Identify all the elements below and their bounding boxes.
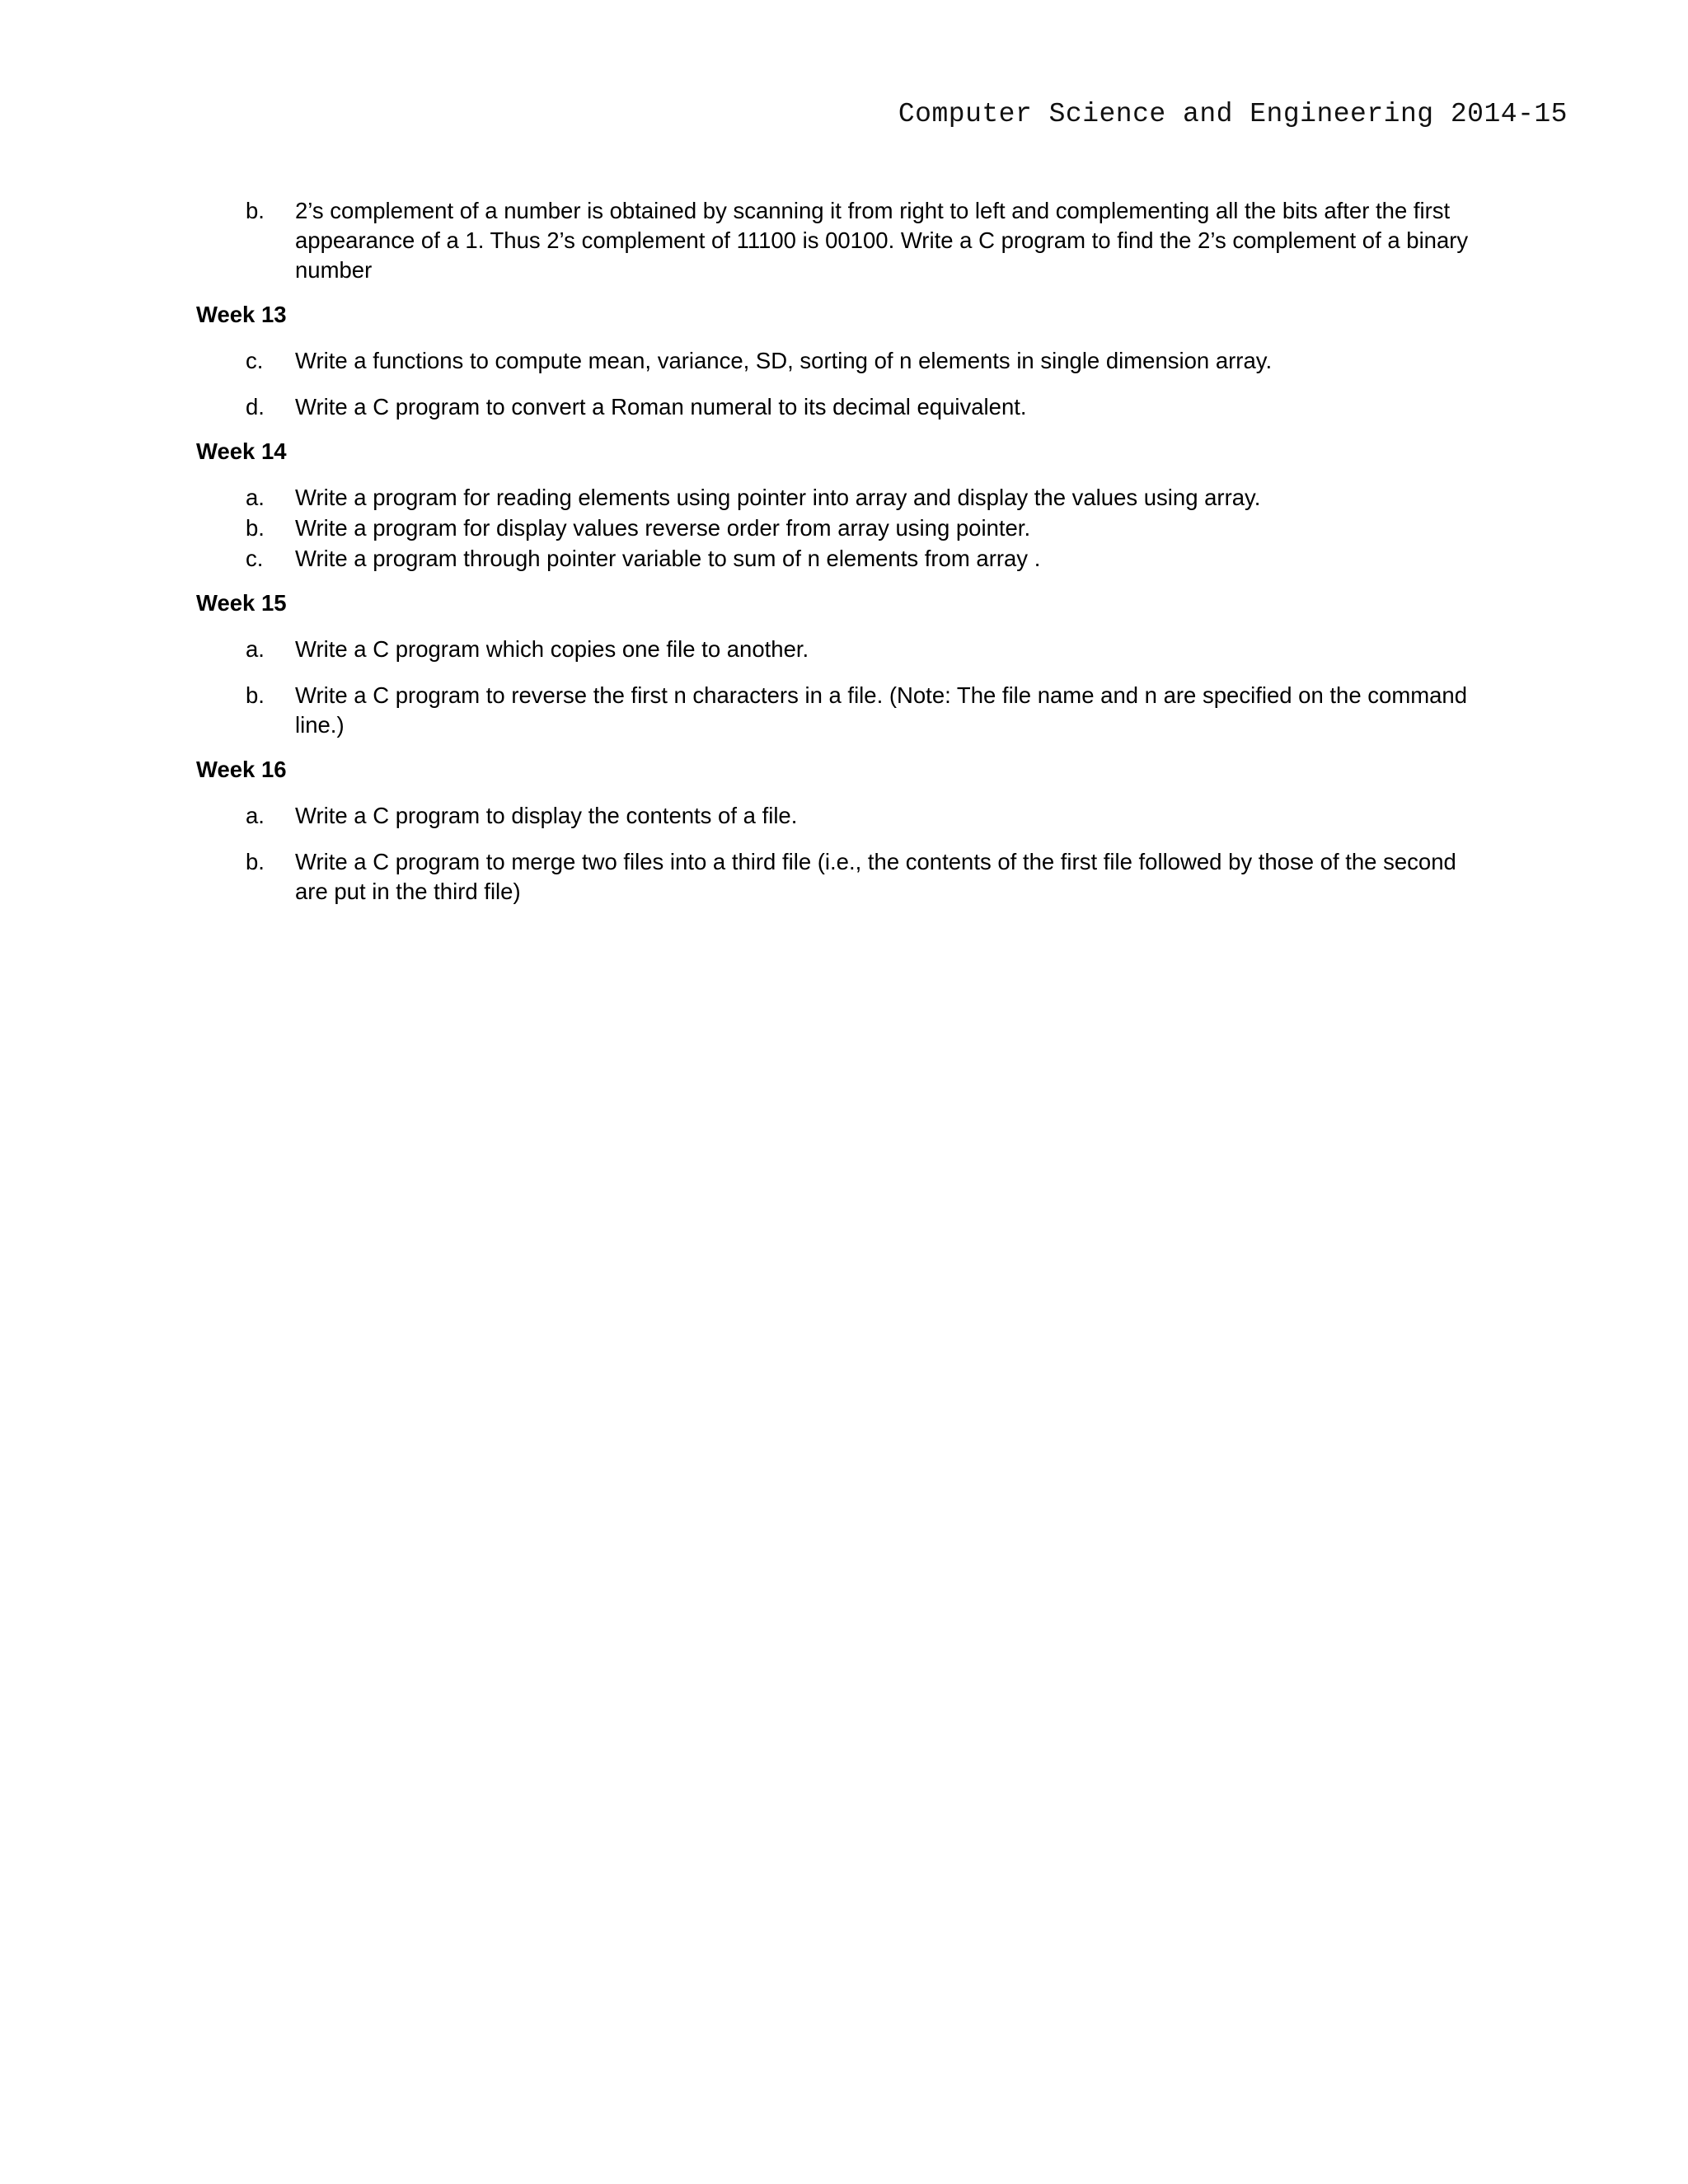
list-item (196, 847, 1482, 907)
item-text: Write a program through pointer variable to sum of n elements from array . (295, 546, 1041, 571)
item-letter: d. (246, 394, 265, 419)
item-text: Write a functions to compute mean, variance, SD, sorting of n elements in single dimension array. (295, 348, 1273, 373)
item-text: Write a C program which copies one file to another. (295, 636, 809, 662)
week-heading: Week 16 (196, 757, 287, 782)
list-item (196, 801, 1482, 831)
list-item (196, 544, 1482, 574)
item-letter: a. (246, 803, 265, 828)
item-letter: a. (246, 636, 265, 662)
item-text: Write a C program to convert a Roman numeral to its decimal equivalent. (295, 394, 1027, 419)
list-item (196, 483, 1482, 513)
list-item (196, 513, 1482, 543)
page-header: Computer Science and Engineering 2014-15 (898, 99, 1568, 129)
week-heading: Week 15 (196, 590, 287, 616)
item-letter: c. (246, 348, 264, 373)
item-letter: c. (246, 546, 264, 571)
item-letter: b. (246, 198, 265, 223)
item-letter: a. (246, 485, 265, 510)
list-item (196, 346, 1482, 376)
list-item (196, 635, 1482, 664)
list-item (196, 196, 1482, 285)
item-text: Write a C program to display the contents of a file. (295, 803, 798, 828)
item-letter: b. (246, 849, 265, 874)
item-letter: b. (246, 515, 265, 541)
week-heading: Week 14 (196, 438, 287, 464)
item-text: Write a C program to merge two files into a third file (i.e., the contents of the first file followed by those of the second are put in the third file) (295, 849, 1456, 904)
item-text: Write a program for reading elements using pointer into array and display the values using array. (295, 485, 1261, 510)
document-body (196, 196, 1482, 923)
list-item (196, 681, 1482, 740)
item-text: 2’s complement of a number is obtained by scanning it from right to left and complementing all the bits after the first appearance of a 1. Thus 2’s complement of 11100 is 00100. Write a C program to find the 2’s complement of a binary number (295, 198, 1469, 283)
item-text: Write a C program to reverse the first n characters in a file. (Note: The file name and n are specified on the command line.) (295, 682, 1468, 738)
item-letter: b. (246, 682, 265, 708)
list-item (196, 392, 1482, 422)
week-heading: Week 13 (196, 302, 287, 327)
item-text: Write a program for display values reverse order from array using pointer. (295, 515, 1031, 541)
